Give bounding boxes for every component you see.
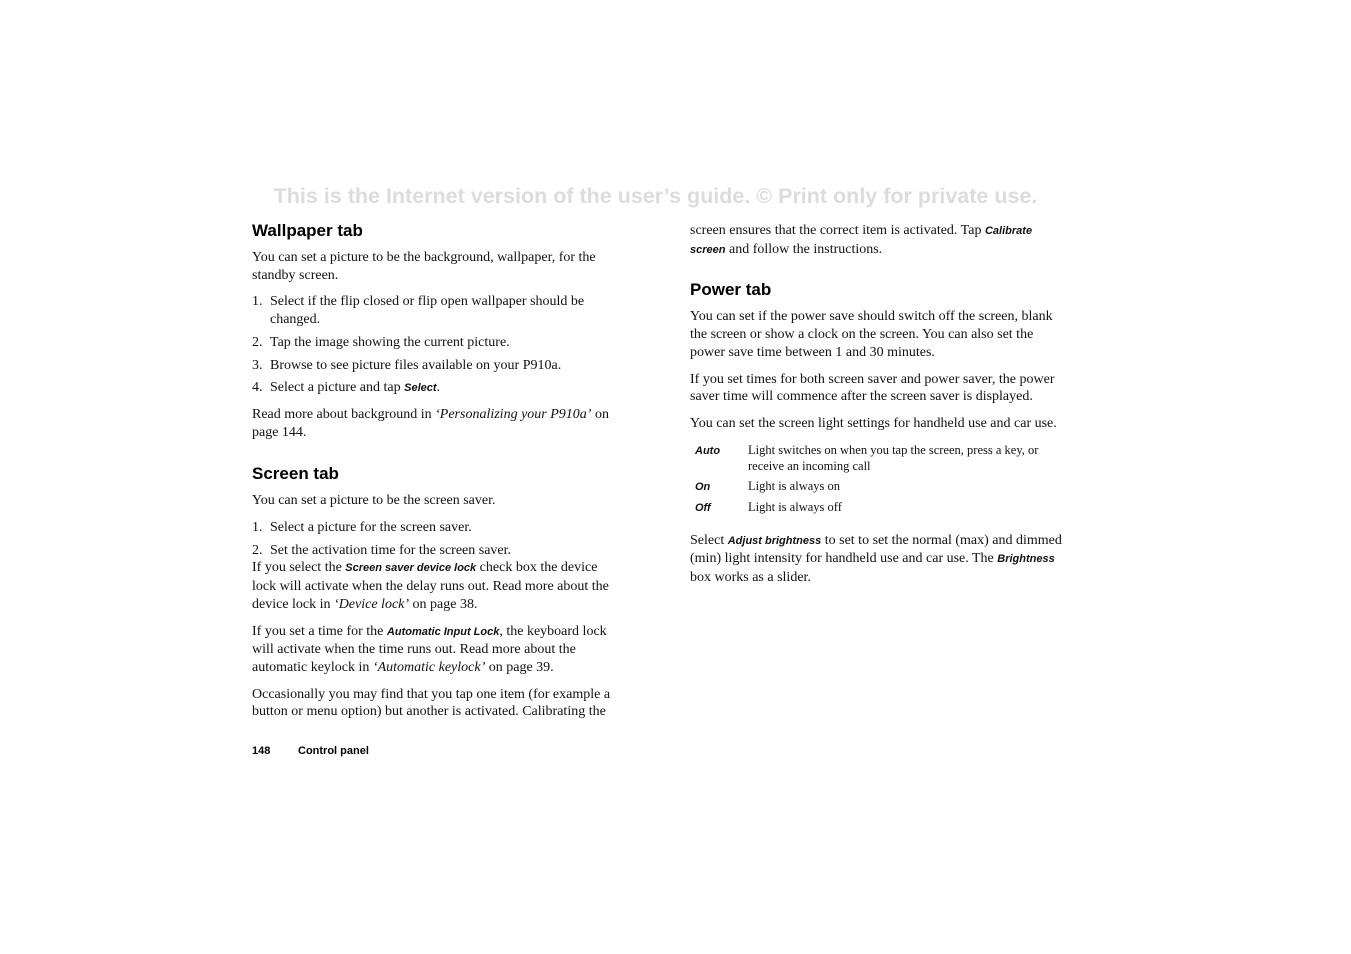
adjust-brightness-command: Adjust brightness: [727, 534, 822, 547]
left-column: [252, 219, 624, 730]
light-options-table: [690, 442, 1062, 520]
screen-steps: [252, 519, 624, 559]
select-command: Select: [404, 382, 437, 395]
option-description: Light is always off: [748, 499, 842, 514]
screen-intro: You can set a picture to be the screen saver.: [252, 493, 496, 509]
wallpaper-more: Read more about background in ‘Personalizing your P910a’ on page 144.: [252, 406, 609, 440]
option-description: Light is always on: [748, 478, 841, 493]
list-item: 3. Browse to see picture files available on your P910a.: [252, 357, 562, 373]
cross-reference: ‘Automatic keylock’: [372, 659, 486, 675]
option-description: Light switches on when you tap the screen, press a key, or receive an incoming call: [748, 442, 1039, 473]
option-term: On: [695, 480, 711, 493]
power-tab-heading: Power tab: [690, 280, 772, 300]
brightness-paragraph: Select Adjust brightness to set to set the normal (max) and dimmed (min) light intensity for handheld use and car use. The Brightness box works as a slider.: [690, 532, 1062, 586]
list-item: 2. Set the activation time for the screen saver.: [252, 542, 512, 558]
device-lock-paragraph: If you select the Screen saver device lock check box the device lock will activate when the delay runs out. Read more about the device lock in ‘Device lock’ on page 38.: [252, 560, 609, 612]
table-row: [690, 442, 1062, 478]
wallpaper-intro: You can set a picture to be the background, wallpaper, for the standby screen.: [252, 250, 596, 283]
calibration-paragraph: Occasionally you may find that you tap one item (for example a button or menu option) but another is activated. Calibrating the: [252, 686, 611, 720]
calibration-continued: screen ensures that the correct item is activated. Tap Calibrate screen and follow the instructions.: [690, 223, 1033, 257]
table-row: [690, 499, 1062, 520]
wallpaper-steps: [252, 293, 624, 398]
page-number: 148: [252, 745, 271, 757]
table-row: [690, 478, 1062, 499]
automatic-input-lock-option: Automatic Input Lock: [386, 625, 500, 638]
power-paragraph-3: You can set the screen light settings for handheld use and car use.: [690, 415, 1057, 431]
brightness-box-label: Brightness: [997, 553, 1055, 566]
option-term: Auto: [695, 444, 721, 457]
right-column: [690, 222, 1062, 596]
list-item: 2. Tap the image showing the current picture.: [252, 334, 510, 350]
list-item: 1. Select a picture for the screen saver.: [252, 520, 472, 536]
screen-tab-heading: Screen tab: [252, 464, 339, 484]
power-paragraph-2: If you set times for both screen saver and power saver, the power saver time will commence after the screen saver is displayed.: [690, 371, 1055, 405]
wallpaper-tab-heading: Wallpaper tab: [252, 221, 363, 240]
keylock-paragraph: If you set a time for the Automatic Input Lock, the keyboard lock will activate when the time runs out. Read more about the automatic keylock in ‘Automatic keylock’ on page 39.: [252, 623, 607, 675]
option-term: Off: [695, 501, 711, 514]
cross-reference: ‘Device lock’: [334, 596, 410, 612]
watermark: This is the Internet version of the user’s guide. © Print only for private use.: [273, 184, 1038, 208]
list-item: 4. Select a picture and tap Select.: [252, 380, 441, 396]
cross-reference: ‘Personalizing your P910a’: [435, 406, 592, 422]
section-name: Control panel: [298, 745, 369, 757]
power-paragraph-1: You can set if the power save should switch off the screen, blank the screen or show a clock on the screen. You can also set the power save time between 1 and 30 minutes.: [690, 309, 1053, 360]
screen-saver-device-lock-option: Screen saver device lock: [345, 562, 477, 575]
calibrate-screen-command: Calibrate screen: [690, 225, 1033, 256]
list-item: 1. Select if the flip closed or flip open wallpaper should be changed.: [252, 294, 585, 328]
page-footer: [252, 745, 369, 757]
